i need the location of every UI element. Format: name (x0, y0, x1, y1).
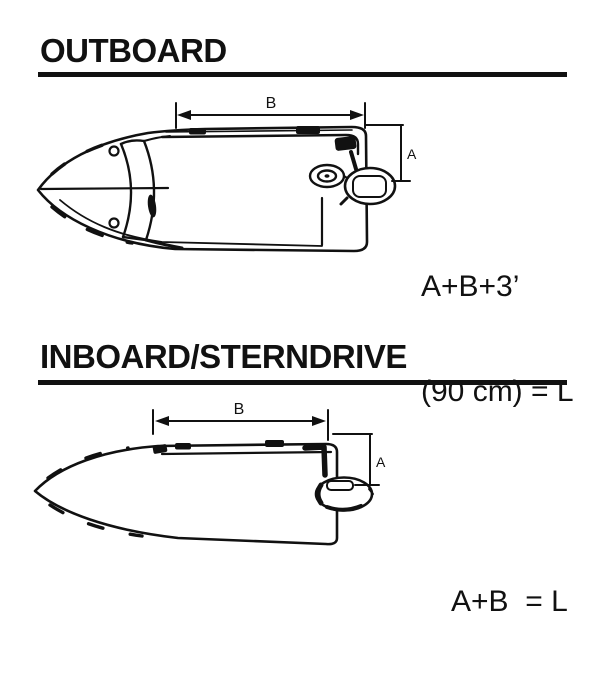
outboard-dim-b-arrow-right (350, 110, 364, 120)
inboard-dim-b-label: B (233, 401, 245, 418)
inboard-formula-line1: A+B = L (451, 585, 568, 618)
inboard-bow-sketch-strokes (48, 448, 142, 536)
inboard-section-title: INBOARD/STERNDRIVE (40, 338, 407, 375)
outboard-cleat-rear (296, 126, 320, 134)
outboard-dimensions (176, 95, 417, 181)
outboard-cleat-front (189, 128, 206, 135)
inboard-dim-a-label: A (376, 454, 386, 470)
outboard-gunwale-inner-top (162, 135, 358, 154)
outboard-dim-b-label: B (265, 95, 277, 112)
outboard-section-title: OUTBOARD (40, 32, 227, 69)
inboard-cleat-rear (265, 440, 284, 447)
outboard-formula-line2: (90 cm) = L (421, 375, 574, 408)
outboard-deck-fitting-top (110, 147, 119, 156)
outboard-dim-a-label: A (407, 146, 417, 162)
inboard-gunwale-inner (162, 452, 331, 454)
outboard-gunwale-inner-bottom (60, 200, 322, 246)
outboard-motor-clamp (334, 136, 356, 151)
inboard-hull-outline (35, 444, 337, 544)
outboard-motor-arm (351, 152, 356, 169)
outboard-deck-fitting-bottom (110, 219, 119, 228)
outboard-centerline (41, 188, 168, 189)
outboard-motor-cowl (341, 168, 395, 204)
inboard-sterndrive-unit (316, 478, 373, 511)
outboard-windshield (121, 136, 182, 248)
outboard-helm-detail (146, 194, 157, 218)
outboard-formula-line1: A+B+3’ (421, 270, 520, 303)
inboard-dim-b-arrow-left (155, 416, 169, 426)
outboard-boat-drawing (38, 126, 395, 251)
inboard-boat-drawing (35, 440, 373, 544)
inboard-cleat-front (175, 443, 191, 450)
outboard-dim-b-arrow-left (177, 110, 191, 120)
inboard-dim-b-arrow-right (312, 416, 326, 426)
